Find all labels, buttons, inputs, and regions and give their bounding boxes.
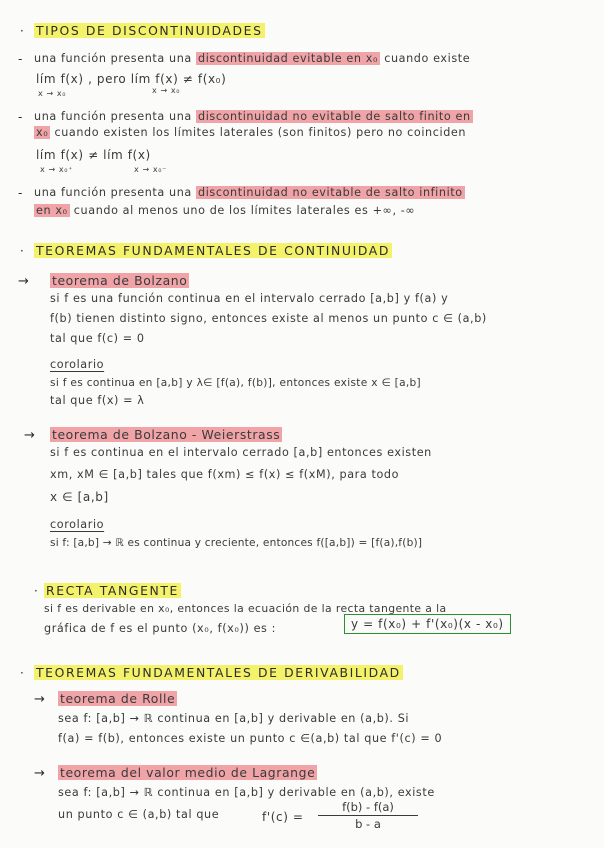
theorem-weierstrass-title: teorema de Bolzano - Weierstrass	[52, 427, 281, 442]
dash-bullet: -	[18, 110, 23, 124]
formula-sub-2: x → x₀	[152, 86, 181, 95]
fraction-bar	[318, 815, 418, 816]
weierstrass-line1: si f es continua en el intervalo cerrado [a,b] entonces existen	[50, 446, 432, 459]
section-title-continuidad: TEOREMAS FUNDAMENTALES DE CONTINUIDAD	[36, 243, 390, 258]
bullet-dot: ·	[34, 584, 38, 598]
tangente-line2: gráfica de f es el punto (x₀, f(x₀)) es :	[44, 622, 276, 635]
bullet-dot: ·	[20, 244, 24, 258]
formula-evitable: lím f(x) , pero lím f(x) ≠ f(x₀)	[36, 72, 227, 86]
arrow-icon: →	[34, 692, 45, 707]
tangente-line1: si f es derivable en x₀, entonces la ecuación de la recta tangente a la	[44, 602, 447, 615]
formula-salto-finito: lím f(x) ≠ lím f(x)	[36, 148, 151, 162]
bullet-dot: ·	[20, 666, 24, 680]
tangente-formula-box: y = f(x₀) + f'(x₀)(x - x₀)	[344, 614, 511, 634]
dash-bullet: -	[18, 52, 23, 66]
lagrange-line2: un punto c ∈ (a,b) tal que	[58, 808, 220, 821]
theorem-rolle-title: teorema de Rolle	[60, 691, 176, 706]
weierstrass-line3: x ∈ [a,b]	[50, 490, 109, 504]
item-salto-finito: una función presenta una discontinuidad no evitable de salto finito en	[34, 110, 471, 123]
bolzano-line1: si f es una función continua en el intervalo cerrado [a,b] y f(a) y	[50, 292, 449, 305]
arrow-icon: →	[34, 766, 45, 781]
lagrange-fraction	[318, 800, 418, 831]
bolzano-corolario-label: corolario	[50, 358, 105, 371]
item-salto-infinito: una función presenta una discontinuidad no evitable de salto infinito	[34, 186, 463, 199]
item-salto-finito-line2: x₀ cuando existen los límites laterales (son finitos) pero no coinciden	[36, 126, 467, 139]
bullet-dot: ·	[20, 24, 24, 38]
weierstrass-corolario-line1: si f: [a,b] → ℝ es continua y creciente, entonces f([a,b]) = [f(a),f(b)]	[50, 537, 423, 549]
section-title-recta-tangente: RECTA TANGENTE	[46, 583, 179, 598]
bolzano-corolario-line1: si f es continua en [a,b] y λ∈ [f(a), f(b)], entonces existe x ∈ [a,b]	[50, 377, 421, 389]
bolzano-line3: tal que f(c) = 0	[50, 332, 145, 345]
section-title-derivabilidad: TEOREMAS FUNDAMENTALES DE DERIVABILIDAD	[36, 665, 401, 680]
bolzano-line2: f(b) tienen distinto signo, entonces existe al menos un punto c ∈ (a,b)	[50, 312, 487, 325]
rolle-line2: f(a) = f(b), entonces existe un punto c ∈(a,b) tal que f'(c) = 0	[58, 732, 443, 745]
section-title-discontinuidades: TIPOS DE DISCONTINUIDADES	[36, 23, 263, 38]
arrow-icon: →	[24, 428, 35, 443]
weierstrass-corolario-label: corolario	[50, 518, 105, 531]
arrow-icon: →	[18, 274, 29, 289]
weierstrass-line2: xm, xM ∈ [a,b] tales que f(xm) ≤ f(x) ≤ f(xM), para todo	[50, 468, 400, 481]
item-evitable: una función presenta una discontinuidad evitable en x₀ cuando existe	[34, 52, 471, 65]
item-salto-infinito-line2: en x₀ cuando al menos uno de los límites laterales es +∞, -∞	[36, 204, 416, 217]
theorem-lagrange-title: teorema del valor medio de Lagrange	[60, 765, 316, 780]
lagrange-line1: sea f: [a,b] → ℝ continua en [a,b] y derivable en (a,b), existe	[58, 786, 435, 799]
lagrange-lhs: f'(c) =	[262, 810, 304, 824]
formula-sub-minus: x → x₀⁻	[134, 165, 167, 174]
rolle-line1: sea f: [a,b] → ℝ continua en [a,b] y derivable en (a,b). Si	[58, 712, 410, 725]
formula-sub-plus: x → x₀⁺	[40, 165, 73, 174]
dash-bullet: -	[18, 186, 23, 200]
lagrange-denominator: b - a	[355, 817, 381, 831]
bolzano-corolario-line2: tal que f(x) = λ	[50, 394, 145, 407]
lagrange-numerator: f(b) - f(a)	[342, 800, 394, 814]
theorem-bolzano-title: teorema de Bolzano	[52, 273, 188, 288]
formula-sub-1: x → x₀	[38, 89, 67, 98]
